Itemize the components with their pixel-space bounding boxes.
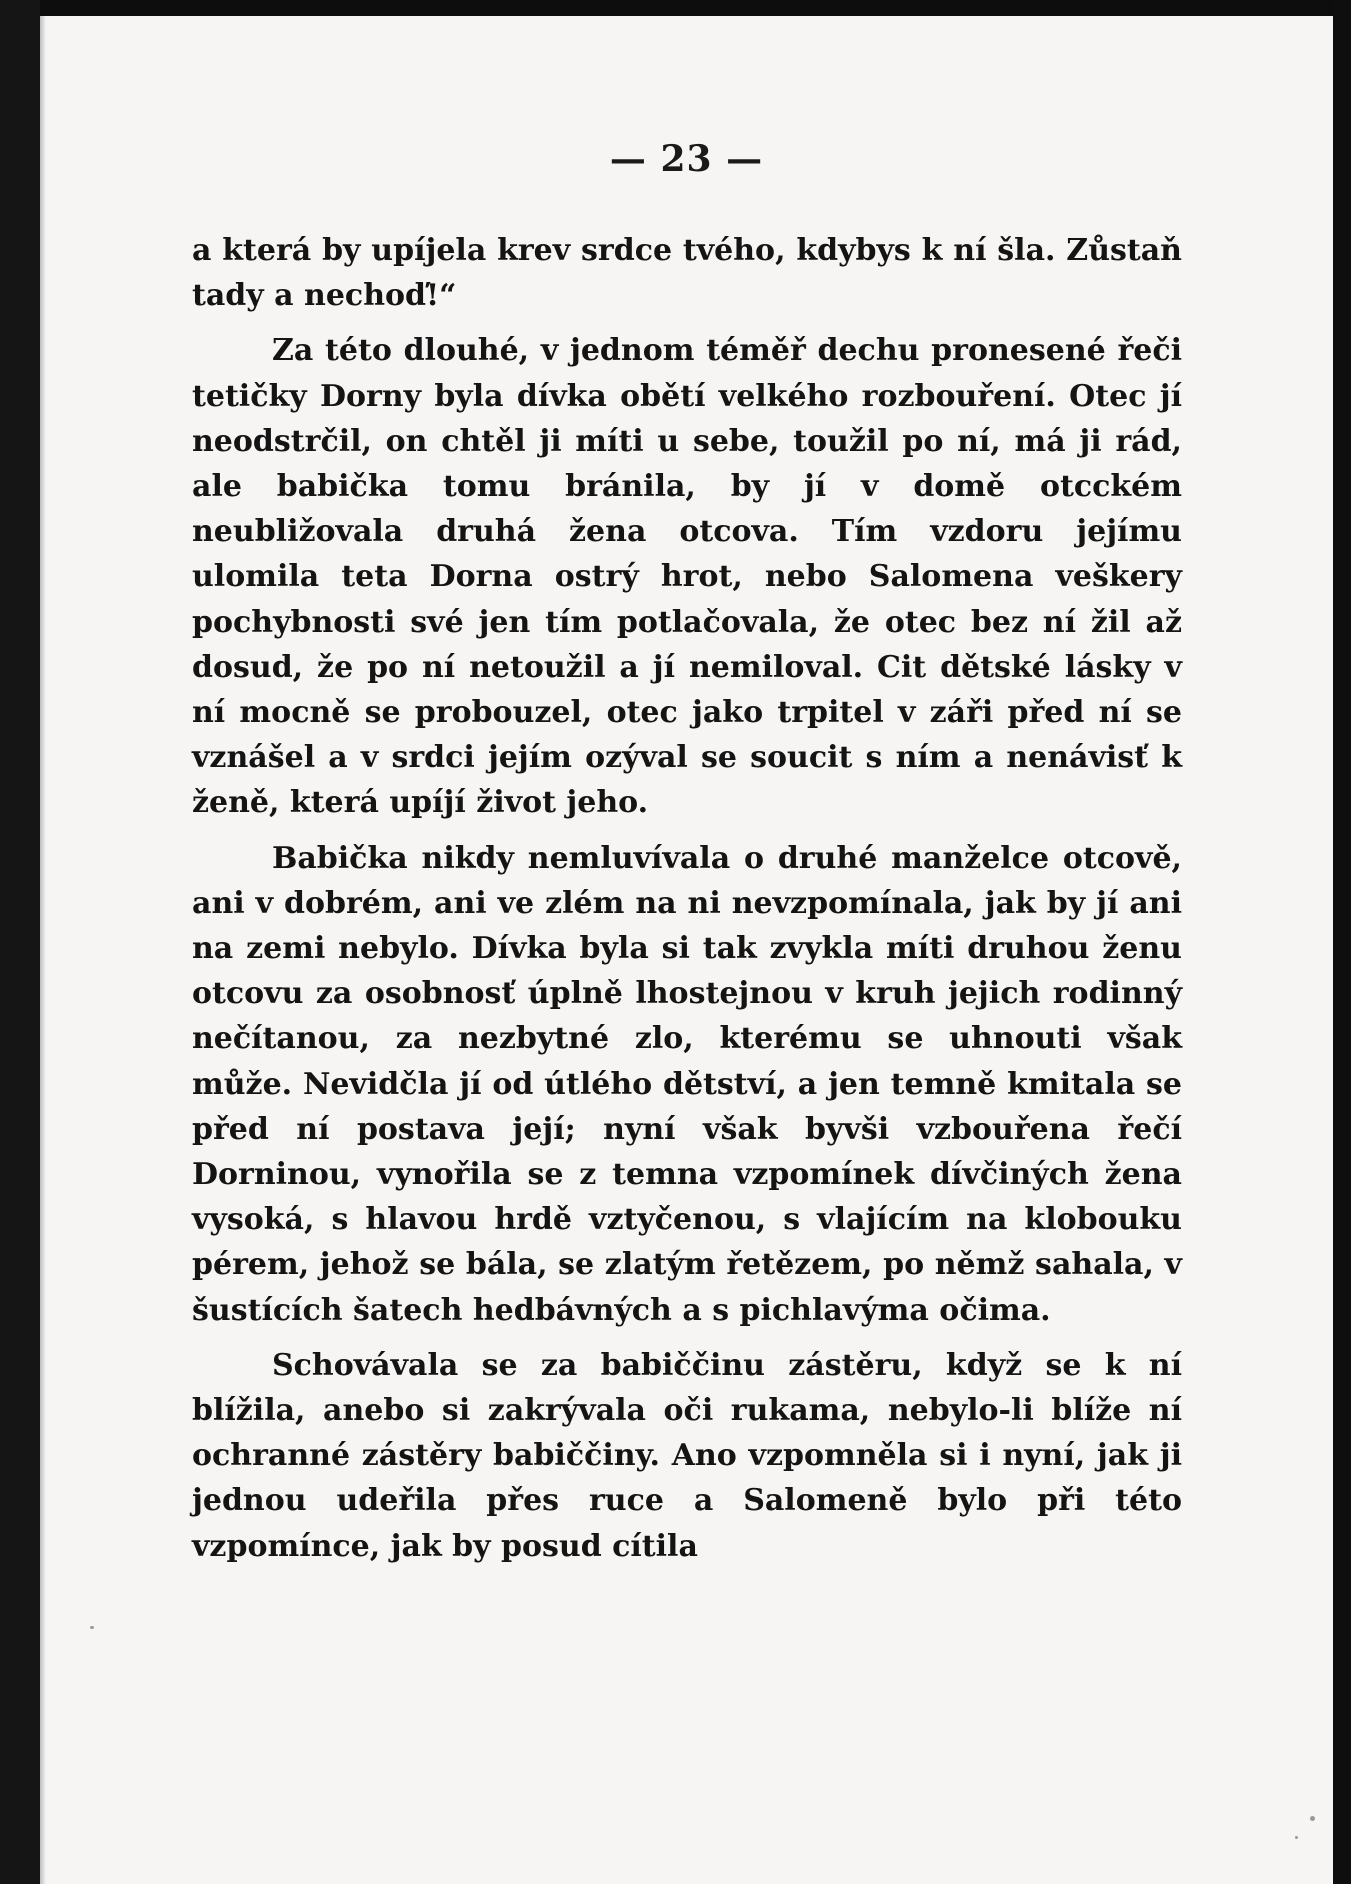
- scan-left-edge: [0, 0, 40, 1884]
- scan-speck: [1295, 1836, 1298, 1839]
- scan-speck: [1310, 1816, 1315, 1821]
- paragraph-1: a která by upíjela krev srdce tvého, kdybys k ní šla. Zůstaň tady a nechoď!“: [192, 233, 1182, 314]
- page-number: — 23 —: [609, 138, 764, 180]
- paragraph-4: Schovávala se za babiččinu zástěru, když se k ní blížila, anebo si zakrývala oči rukama, nebylo-li blíže ní ochranné zástěry babiččiny. Ano vzpomněla si i nyní, jak ji jednou udeřila přes ruce a Salomeně bylo při této vzpomínce, jak by posud cítila: [192, 1347, 1182, 1564]
- paragraph-3: Babička nikdy nemluvívala o druhé manželce otcově, ani v dobrém, ani ve zlém na ni nevzpomínala, jak by jí ani na zemi nebylo. Dívka byla si tak zvykla míti druhou ženu otcovu za osobnosť úplně lhostejnou v kruh jejich rodinný nečítanou, za nezbytné zlo, kterému se uhnouti však může. Nevidčla jí od útlého dětství, a jen temně kmitala se před ní postava její; nyní však byvši vzbouřena řečí Dorninou, vynořila se z temna vzpomínek dívčiných žena vysoká, s hlavou hrdě vztyčenou, s vlajícím na klobouku pérem, jehož se bála, se zlatým řetězem, po němž sahala, v šustících šatech hedbávných a s pichlavýma očima.: [192, 840, 1182, 1328]
- scan-top-border: [0, 0, 1351, 16]
- paragraph-2: Za této dlouhé, v jednom téměř dechu pronesené řeči tetičky Dorny byla dívka obětí velkého rozbouření. Otec jí neodstrčil, on chtěl ji míti u sebe, toužil po ní, má ji rád, ale babička tomu bránila, by jí v domě otcckém neubližovala druhá žena otcova. Tím vzdoru jejímu ulomila teta Dorna ostrý hrot, nebo Salomena veškery pochybnosti své jen tím potlačovala, že otec bez ní žil až dosud, že po ní netoužil a jí nemiloval. Cit dětské lásky v ní mocně se probouzel, otec jako trpitel v záři před ní se vznášel a v srdci jejím ozýval se soucit s ním a nenávisť k ženě, která upíjí život jeho.: [192, 333, 1182, 821]
- scan-speck: [90, 1626, 94, 1629]
- page-text: [192, 228, 1182, 1569]
- book-page: [40, 16, 1333, 1884]
- scan-right-edge: [1333, 0, 1351, 1884]
